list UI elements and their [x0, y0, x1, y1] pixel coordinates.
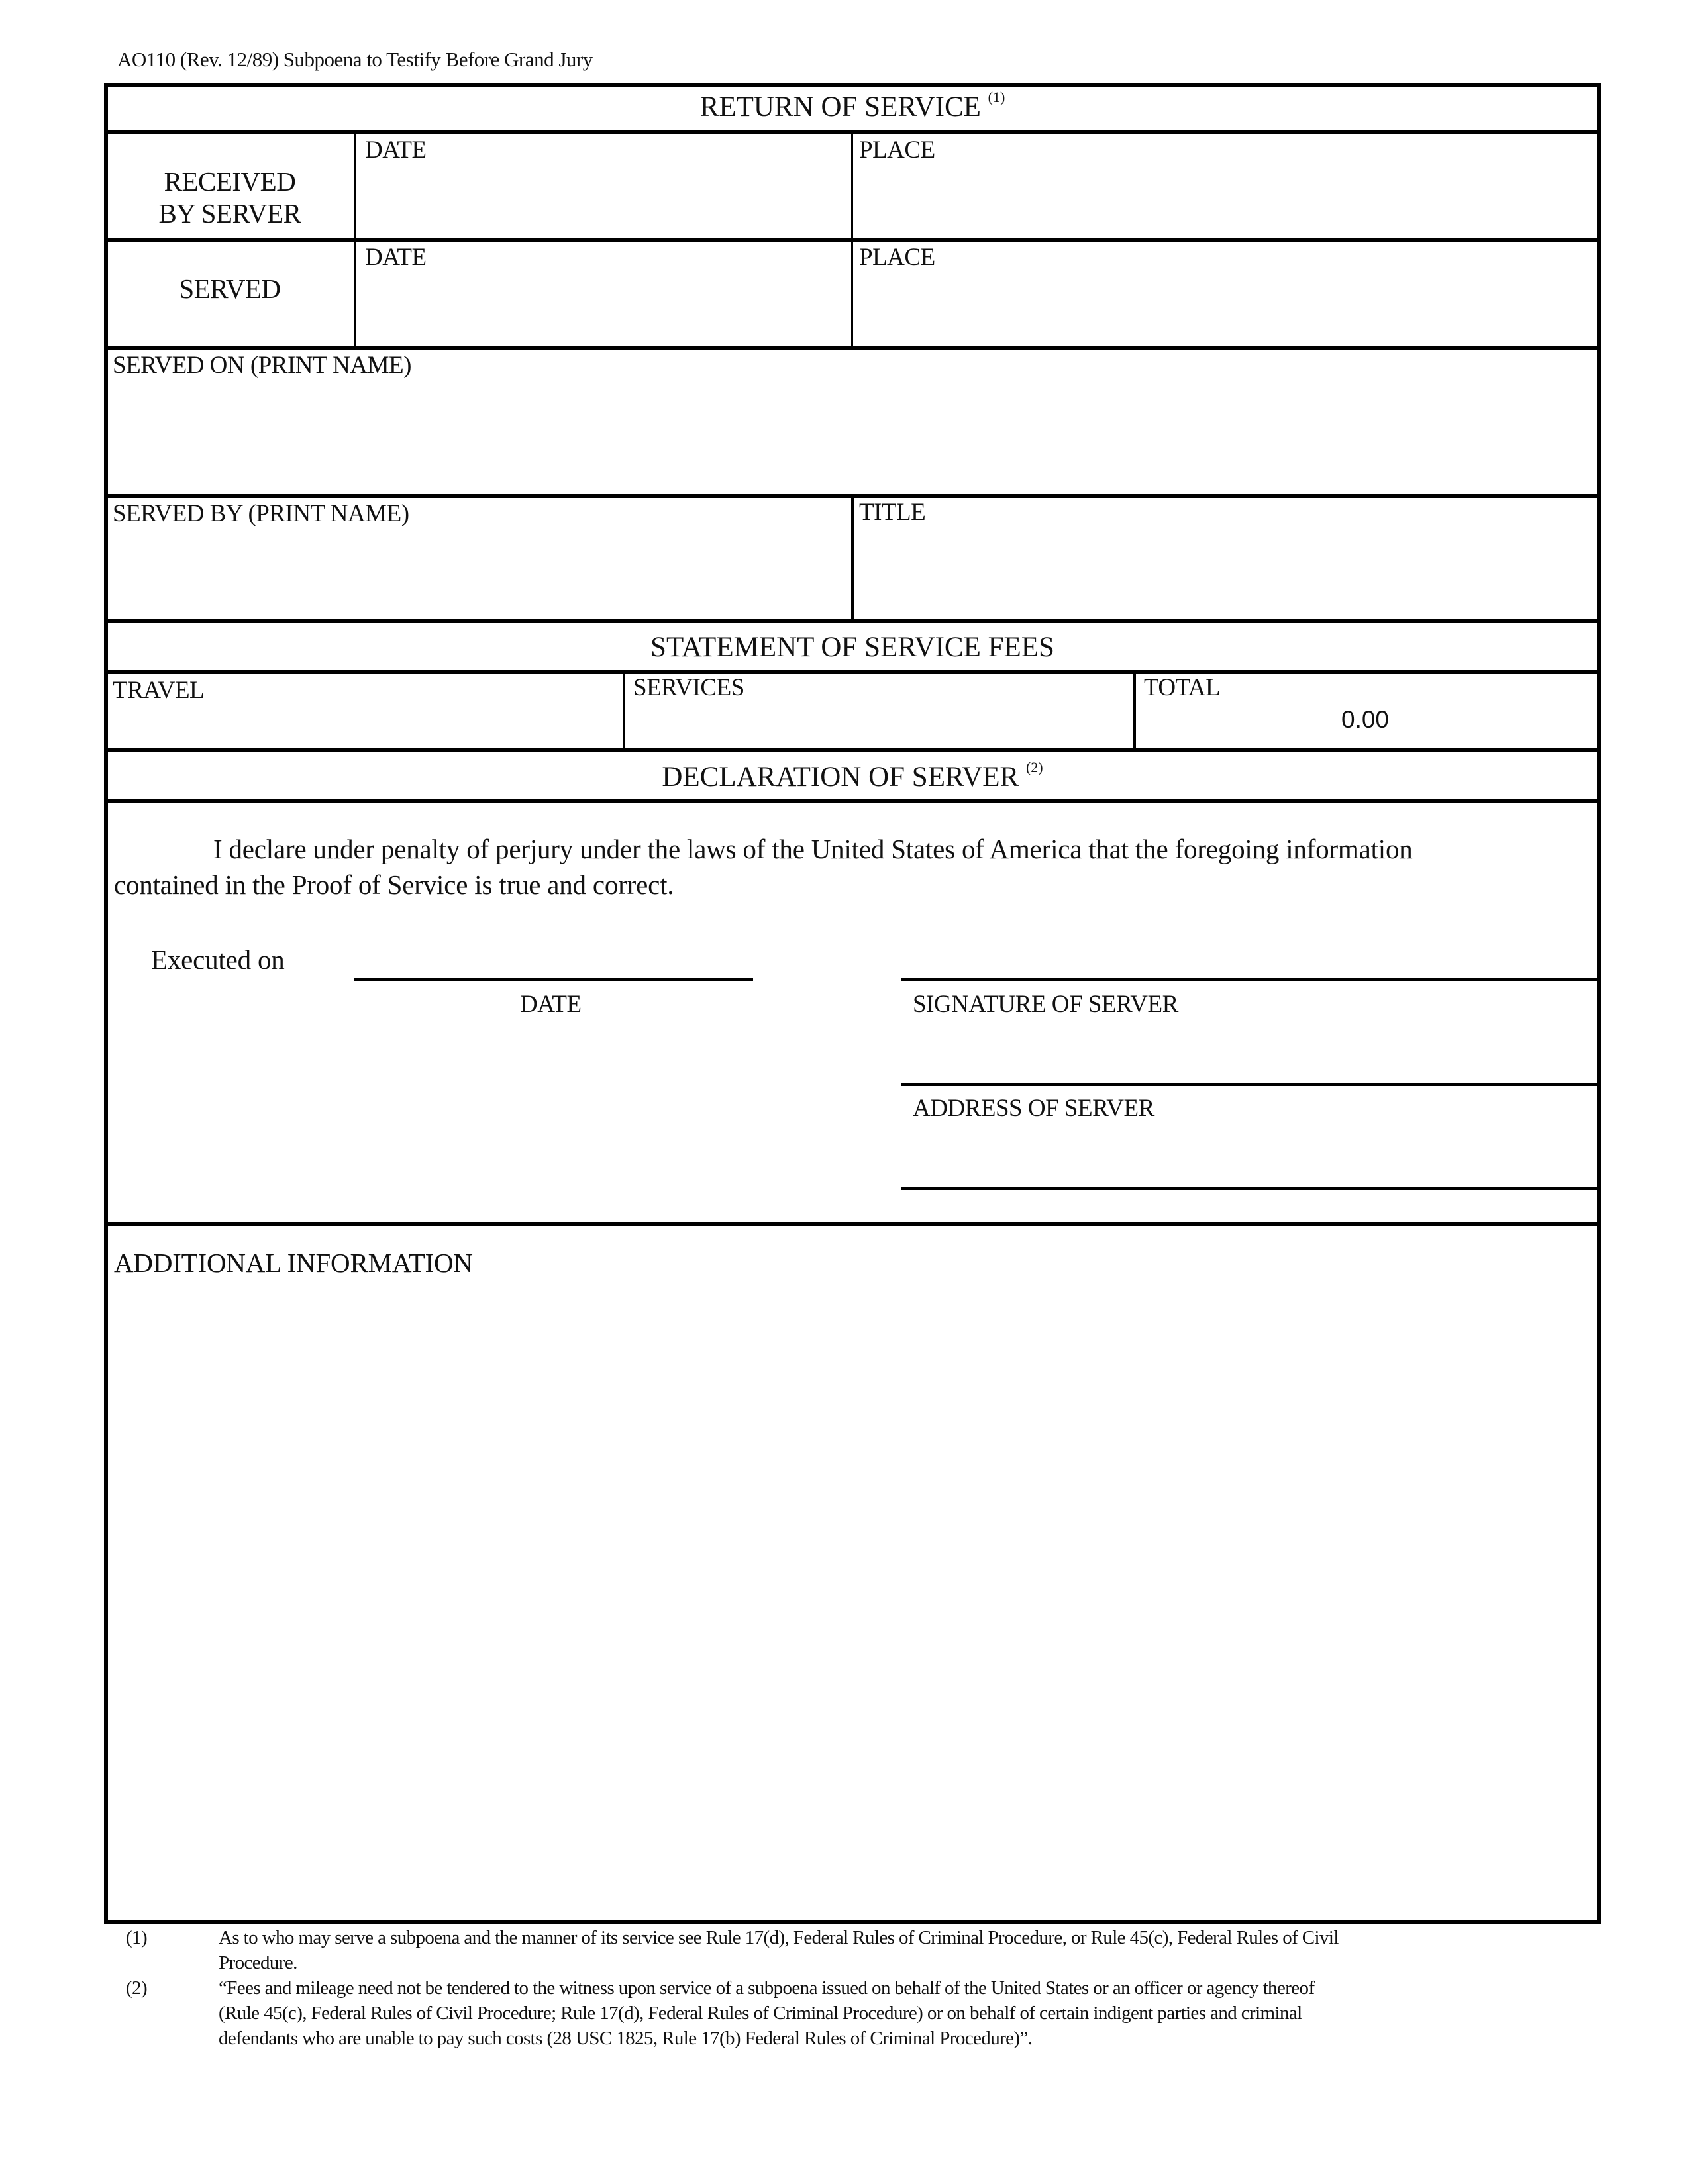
- divider: [104, 619, 1601, 623]
- served-row-label: SERVED: [179, 273, 281, 304]
- footnote-2-line1: “Fees and mileage need not be tendered to the witness upon service of a subpoena issued on behalf of the United States or an officer or agency thereof: [219, 1977, 1315, 1999]
- signature-line: [901, 978, 1601, 981]
- served-by-label: SERVED BY (PRINT NAME): [113, 500, 409, 527]
- footnote-1-number: (1): [126, 1927, 148, 1948]
- served-on-field[interactable]: [113, 384, 1592, 485]
- total-label: TOTAL: [1144, 674, 1221, 701]
- footnote-1-line2: Procedure.: [219, 1952, 297, 1973]
- return-of-service-heading: [104, 89, 1601, 123]
- additional-information-label: ADDITIONAL INFORMATION: [114, 1248, 473, 1278]
- received-date-label: DATE: [365, 136, 427, 164]
- served-by-field[interactable]: [113, 533, 844, 614]
- form-identifier: AO110 (Rev. 12/89) Subpoena to Testify Before Grand Jury: [117, 48, 593, 71]
- address-field[interactable]: [901, 1146, 1592, 1187]
- services-label: SERVICES: [633, 674, 744, 701]
- received-date-field[interactable]: [361, 166, 841, 233]
- footnote-ref-1: (1): [988, 89, 1005, 105]
- declaration-text-line1: I declare under penalty of perjury under the laws of the United States of America that the foregoing information: [213, 834, 1413, 864]
- divider: [104, 1222, 1601, 1226]
- service-fees-heading: STATEMENT OF SERVICE FEES: [650, 632, 1054, 663]
- received-place-field[interactable]: [858, 166, 1589, 233]
- footnote-2-number: (2): [126, 1977, 148, 1999]
- footnote-1-line1: As to who may serve a subpoena and the manner of its service see Rule 17(d), Federal Rules of Criminal Procedure, or Rule 45(c), Federal Rules of Civil: [219, 1927, 1339, 1948]
- address-label: ADDRESS OF SERVER: [913, 1095, 1154, 1122]
- signature-field[interactable]: [901, 940, 1592, 975]
- travel-label: TRAVEL: [113, 677, 205, 704]
- executed-on-label: Executed on: [151, 944, 285, 975]
- footnote-2-line2: (Rule 45(c), Federal Rules of Civil Procedure; Rule 17(d), Federal Rules of Criminal Procedure) or on behalf of certain indigent parties and criminal: [219, 2003, 1302, 2024]
- signature-label: SIGNATURE OF SERVER: [913, 991, 1178, 1018]
- additional-information-field[interactable]: [114, 1291, 1587, 1903]
- services-field[interactable]: [633, 707, 1126, 745]
- divider: [104, 748, 1601, 752]
- served-date-field[interactable]: [361, 273, 841, 340]
- declaration-heading: [104, 759, 1601, 793]
- divider: [104, 346, 1601, 350]
- served-date-label: DATE: [365, 244, 427, 271]
- signature-divider-line: [901, 1083, 1601, 1086]
- served-on-label: SERVED ON (PRINT NAME): [113, 352, 411, 379]
- title-label: TITLE: [859, 499, 926, 526]
- return-of-service-title: RETURN OF SERVICE: [699, 91, 981, 123]
- received-label-line1: RECEIVED: [164, 166, 296, 197]
- received-label-line2: BY SERVER: [158, 198, 301, 228]
- served-place-field[interactable]: [858, 273, 1589, 340]
- travel-field[interactable]: [113, 707, 619, 745]
- footnote-2-line3: defendants who are unable to pay such costs (28 USC 1825, Rule 17(b) Federal Rules of Criminal Procedure)”.: [219, 2028, 1033, 2049]
- divider: [104, 238, 1601, 242]
- divider: [1133, 673, 1136, 750]
- received-by-server-row-label: [104, 166, 356, 229]
- execution-date-label: DATE: [520, 991, 582, 1018]
- divider: [104, 799, 1601, 803]
- served-place-label: PLACE: [859, 244, 935, 271]
- title-field[interactable]: [859, 533, 1590, 614]
- date-signature-line: [354, 978, 753, 981]
- received-place-label: PLACE: [859, 136, 935, 164]
- address-line: [901, 1187, 1601, 1190]
- divider: [623, 673, 625, 750]
- footnote-ref-2: (2): [1025, 759, 1043, 775]
- execution-date-field[interactable]: [354, 940, 754, 975]
- declaration-title: DECLARATION OF SERVER: [662, 762, 1019, 793]
- declaration-text-line2: contained in the Proof of Service is true and correct.: [114, 869, 674, 900]
- total-value[interactable]: 0.00: [1341, 706, 1390, 733]
- divider: [104, 670, 1601, 674]
- divider: [851, 497, 854, 621]
